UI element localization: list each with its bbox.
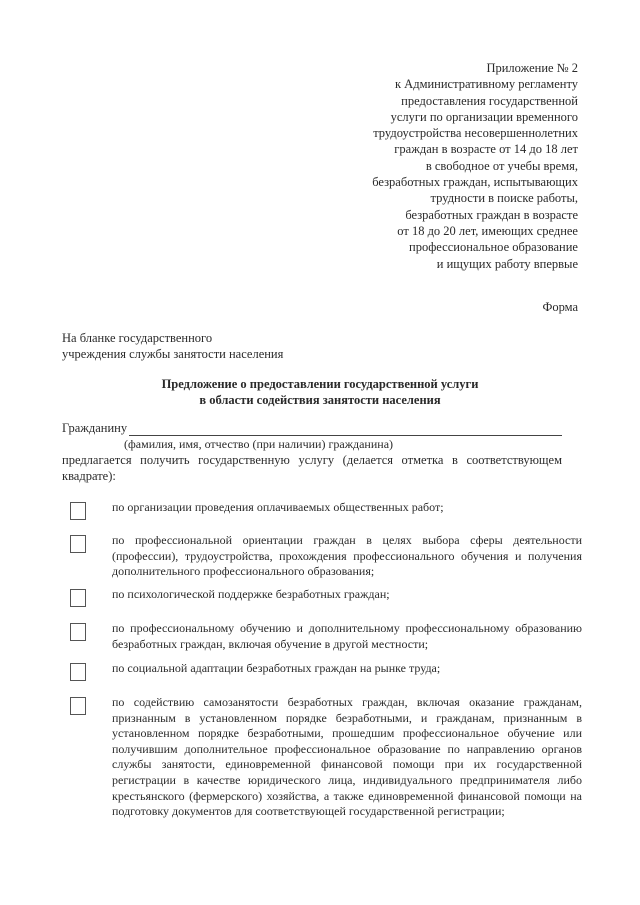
letterhead-line: На бланке государственного [62, 331, 213, 345]
citizen-body-text: предлагается получить государственную услугу (делается отметка в соответствующем квадрате): [62, 453, 562, 483]
appendix-line: предоставления государственной [401, 93, 578, 108]
citizen-label: Гражданину [62, 421, 128, 435]
letterhead [62, 330, 283, 362]
form-label: Форма [542, 300, 578, 314]
option-text: по содействию самозанятости безработных граждан, включая оказание гражданам, признанным в установленном порядке безработными, и гражданам, признанным в установленном порядке безработными, прошедшим профессиональное обучение или получившим дополнительное профессиональное образование по направлению органов службы занятости, единовременной финансовой помощи при их государственной регистрации в качестве юридического лица, индивидуального предпринимателя либо крестьянского (фермерского) хозяйства, а также единовременной финансовой помощи на подготовку документов для соответствующей государственной регистрации; [112, 695, 582, 819]
appendix-line: безработных граждан в возрасте [405, 207, 578, 222]
option-checkbox[interactable] [70, 589, 86, 607]
appendix-line: граждан в возрасте от 14 до 18 лет [394, 142, 578, 157]
option-text: по организации проведения оплачиваемых общественных работ; [112, 500, 444, 514]
title-line: в области содействия занятости населения [199, 393, 441, 407]
appendix-line: безработных граждан, испытывающих [372, 175, 578, 190]
option-text: по психологической поддержке безработных граждан; [112, 587, 390, 601]
appendix-line: Приложение № 2 [486, 61, 578, 75]
option-checkbox[interactable] [70, 502, 86, 520]
document-title [0, 376, 640, 408]
option-checkbox[interactable] [70, 697, 86, 715]
appendix-line: к Административному регламенту [394, 77, 578, 92]
option-checkbox[interactable] [70, 623, 86, 641]
appendix-line: трудности в поиске работы, [430, 191, 578, 206]
appendix-line: услуги по организации временного [390, 109, 578, 124]
title-line: Предложение о предоставлении государственной услуги [161, 377, 479, 391]
option-text: по профессиональному обучению и дополнительному профессиональному образованию безработных граждан, включая обучение в другой местности; [112, 621, 582, 651]
option-checkbox[interactable] [70, 535, 86, 553]
option-text: по социальной адаптации безработных граждан на рынке труда; [112, 661, 441, 675]
appendix-line: и ищущих работу впервые [436, 256, 578, 271]
citizen-name-hint: (фамилия, имя, отчество (при наличии) гражданина) [124, 437, 394, 451]
option-checkbox[interactable] [70, 663, 86, 681]
appendix-header [258, 60, 578, 272]
citizen-name-field[interactable] [129, 424, 562, 436]
appendix-line: трудоустройства несовершеннолетних [373, 126, 578, 141]
appendix-line: в свободное от учебы время, [425, 158, 578, 173]
citizen-section [62, 420, 562, 484]
appendix-line: от 18 до 20 лет, имеющих среднее [397, 223, 578, 238]
option-text: по профессиональной ориентации граждан в целях выбора сферы деятельности (профессии), трудоустройства, прохождения профессионального обучения и получения дополнительного профессионального образования; [112, 533, 582, 579]
letterhead-line: учреждения службы занятости населения [62, 347, 284, 361]
appendix-line: профессиональное образование [409, 240, 578, 255]
